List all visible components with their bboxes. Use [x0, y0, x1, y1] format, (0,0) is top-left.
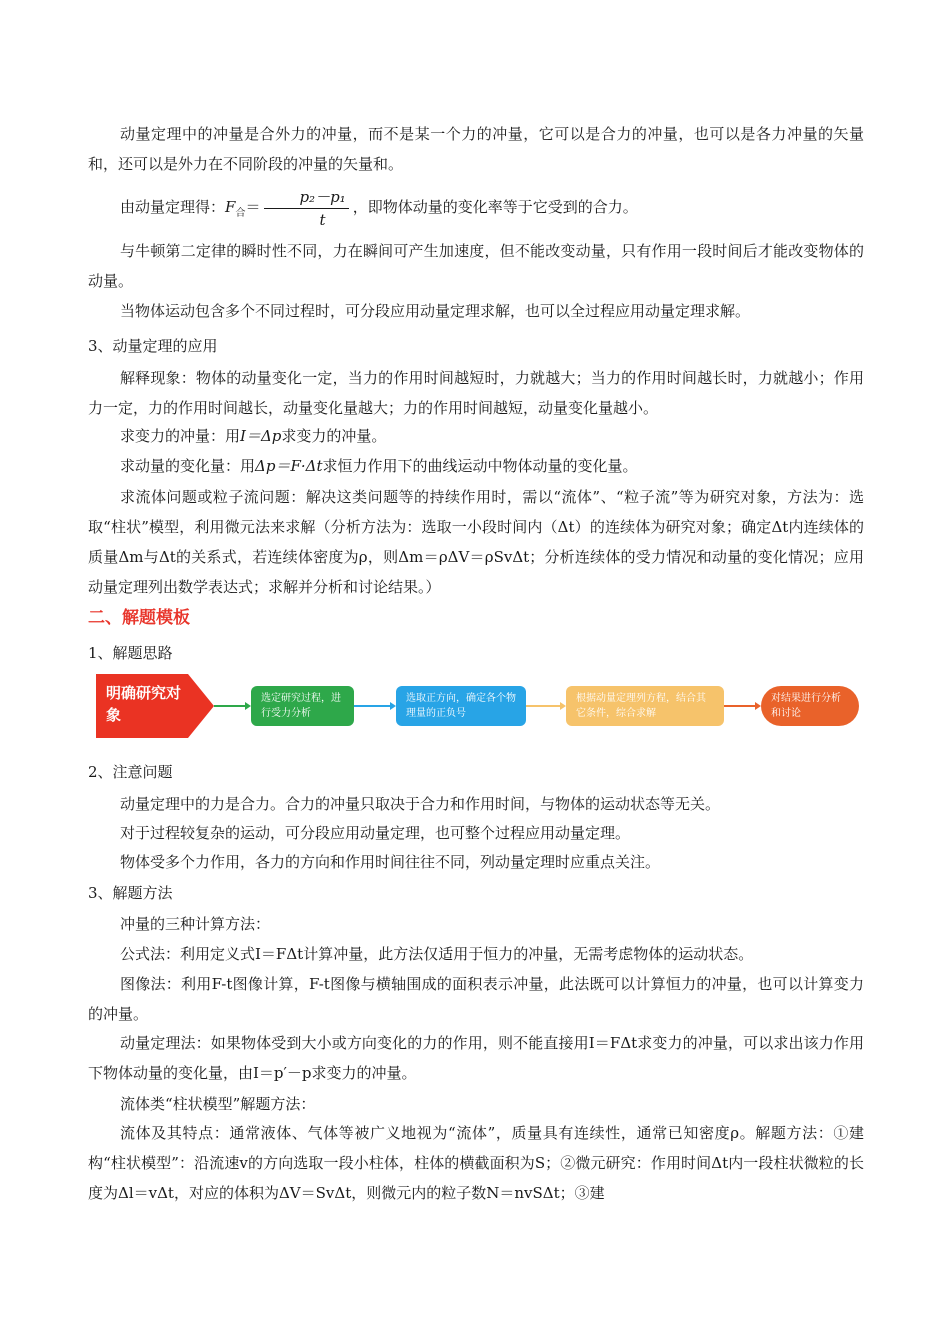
- heading-thinking: 1、解题思路: [88, 644, 173, 662]
- var-force-prefix: 求变力的冲量：用: [120, 427, 241, 445]
- fraction-denominator: t: [319, 210, 326, 229]
- flow-step-1: 选定研究过程，进行受力分析: [251, 686, 354, 726]
- flow-step-3: 根据动量定理列方程，结合其它条件，综合求解: [566, 686, 724, 726]
- formula-F: F: [225, 198, 236, 216]
- paragraph-explain-phenomena: 解释现象：物体的动量变化一定，当力的作用时间越短时，力就越大；当力的作用时间越长时，力就越小；作用力一定，力的作用时间越长，动量变化量越大；力的作用时间越短，动量变化量越小。: [88, 369, 864, 417]
- paragraph-impulse-definition: 动量定理中的冲量是合外力的冲量，而不是某一个力的冲量，它可以是合力的冲量，也可以是各力冲量的矢量和，还可以是外力在不同阶段的冲量的矢量和。: [88, 125, 864, 173]
- flow-step-4: 对结果进行分析和讨论: [761, 686, 859, 726]
- formula-prefix: 由动量定理得：: [120, 198, 226, 216]
- momentum-prefix: 求动量的变化量：用: [120, 457, 256, 475]
- section-title-template: 二、解题模板: [88, 608, 190, 628]
- heading-notes: 2、注意问题: [88, 763, 173, 781]
- paragraph-momentum-change: [88, 451, 864, 481]
- momentum-formula: Δp＝F·Δt: [255, 457, 323, 475]
- paragraph-fluid-method: 流体及其特点：通常液体、气体等被广义地视为“流体”，质量具有连续性，通常已知密度ρ。解题方法：①建构“柱状模型”：沿流速v的方向选取一段小柱体，柱体的横截面积为S；②微元研究：作用时间Δt内一段柱状微粒的长度为Δl＝vΔt，对应的体积为ΔV＝SvΔt，则微元内的粒子数N＝nvSΔt；③建: [88, 1124, 864, 1202]
- paragraph-three-methods: 冲量的三种计算方法：: [120, 915, 271, 933]
- paragraph-multi-process: 当物体运动包含多个不同过程时，可分段应用动量定理求解，也可以全过程应用动量定理求解。: [120, 302, 751, 320]
- paragraph-newton-comparison: 与牛顿第二定律的瞬时性不同，力在瞬间可产生加速度，但不能改变动量，只有作用一段时间后才能改变物体的动量。: [88, 242, 864, 290]
- note-3: 物体受多个力作用，各力的方向和作用时间往往不同，列动量定理时应重点关注。: [120, 853, 661, 871]
- flow-arrow-1: [214, 700, 251, 712]
- formula-suffix: ，即物体动量的变化率等于它受到的合力。: [352, 198, 638, 216]
- var-force-formula: I＝Δp: [240, 427, 282, 445]
- flow-arrow-4: [724, 700, 761, 712]
- var-force-suffix: 求变力的冲量。: [281, 427, 387, 445]
- note-2: 对于过程较复杂的运动，可分段应用动量定理，也可整个过程应用动量定理。: [120, 824, 631, 842]
- formula-equals: ＝: [245, 198, 261, 216]
- formula-F-sub: 合: [235, 208, 246, 219]
- paragraph-formula-method: 公式法：利用定义式I＝FΔt计算冲量，此方法仅适用于恒力的冲量，无需考虑物体的运动状态。: [120, 945, 754, 963]
- flow-step-2: 选取正方向，确定各个物理量的正负号: [396, 686, 526, 726]
- heading-methods: 3、解题方法: [88, 884, 173, 902]
- paragraph-fluid-title: 流体类“柱状模型”解题方法：: [120, 1095, 316, 1113]
- heading-applications: 3、动量定理的应用: [88, 337, 218, 355]
- flow-start-label: 明确研究对象: [106, 684, 182, 724]
- flow-arrow-2: [354, 700, 396, 712]
- solution-flow-diagram: [96, 672, 866, 740]
- paragraph-momentum-theorem-formula: [88, 184, 864, 237]
- paragraph-graph-method: 图像法：利用F-t图像计算，F-t图像与横轴围成的面积表示冲量，此法既可以计算恒力的冲量，也可以计算变力的冲量。: [88, 975, 864, 1023]
- paragraph-fluid-problems: 求流体问题或粒子流问题：解决这类问题等的持续作用时，需以“流体”、“粒子流”等为研究对象，方法为：选取“柱状”模型，利用微元法来求解（分析方法为：选取一小段时间内（Δt）的连续体为研究对象；确定Δt内连续体的质量Δm与Δt的关系式，若连续体密度为ρ，则Δm＝ρΔV＝ρSvΔt；分析连续体的受力情况和动量的变化情况；应用动量定理列出数学表达式；求解并分析和讨论结果。）: [88, 488, 864, 596]
- paragraph-variable-force: [88, 421, 864, 451]
- momentum-suffix: 求恒力作用下的曲线运动中物体动量的变化量。: [322, 457, 638, 475]
- paragraph-theorem-method: 动量定理法：如果物体受到大小或方向变化的力的作用，则不能直接用I＝FΔt求变力的冲量，可以求出该力作用下物体动量的变化量，由I＝p′－p求变力的冲量。: [88, 1034, 864, 1082]
- fraction: [264, 186, 348, 231]
- note-1: 动量定理中的力是合力。合力的冲量只取决于合力和作用时间，与物体的运动状态等无关。: [120, 795, 721, 813]
- flow-arrow-3: [526, 700, 566, 712]
- fraction-numerator: p₂－p₁: [264, 186, 348, 209]
